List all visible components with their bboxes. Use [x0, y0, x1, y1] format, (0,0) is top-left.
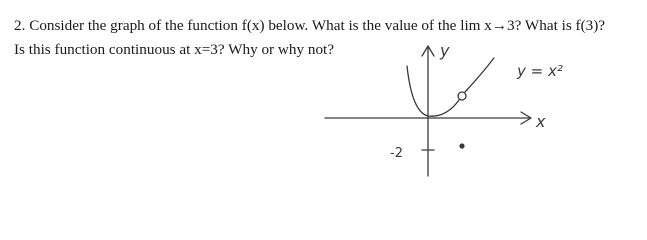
- parabola-curve: [407, 66, 459, 116]
- filled-point: [459, 143, 464, 148]
- question-line-1: 2. Consider the graph of the function f(x) below. What is the value of the lim x→3? What is f(3)?: [14, 17, 606, 34]
- y-axis-label: y: [440, 41, 450, 60]
- open-circle-point: [458, 92, 466, 100]
- parabola-curve-continued: [465, 58, 494, 92]
- x-axis-label: x: [536, 112, 546, 131]
- tick-label: -2: [390, 146, 403, 161]
- question-line-2: Is this function continuous at x=3? Why or why not?: [14, 41, 335, 58]
- curve-label: y = x²: [517, 62, 563, 80]
